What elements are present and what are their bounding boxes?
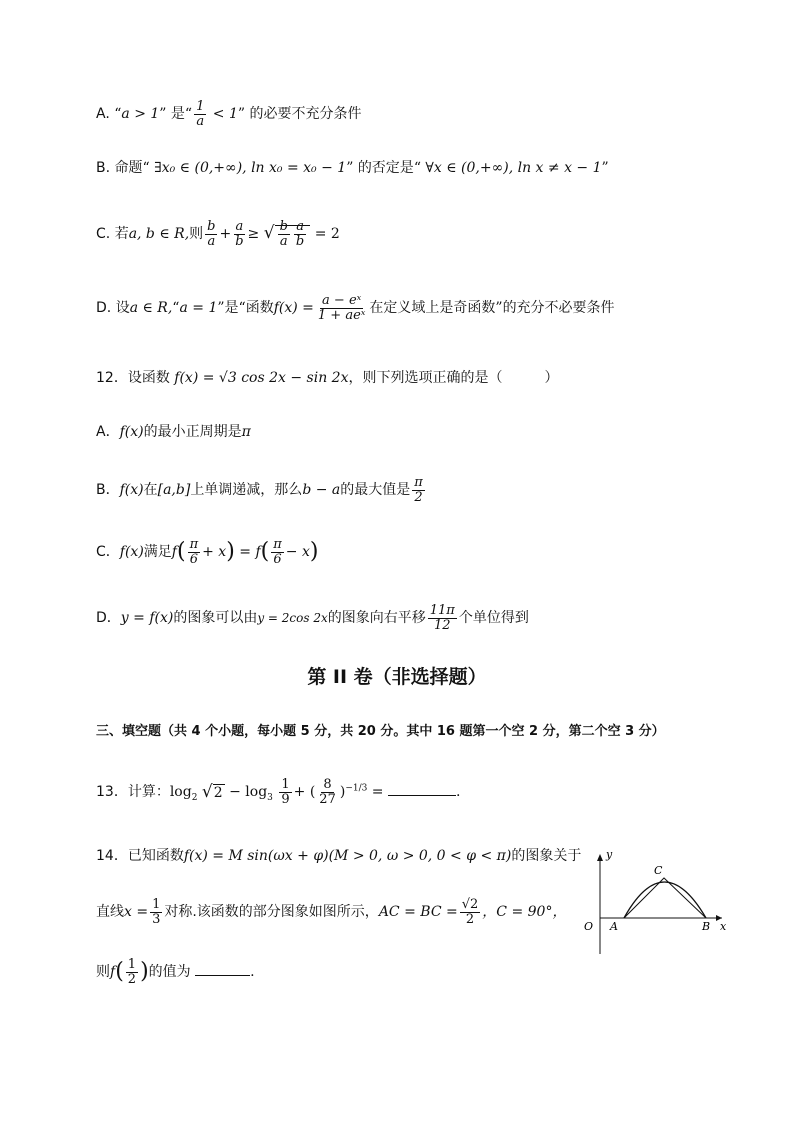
fraction: $\frac{1}{a}$ [196, 99, 205, 129]
q12-option-b: B．f(x)在[a,b]上单调递减，那么b − a的最大值是 $\frac{\pi}{2}$ [96, 475, 423, 505]
q13: 13．计算：$\log_2 √2 - \log_3$ $\frac{1}{9}$ + ( $\frac{8}{27}$ )$^{-1/3}$ = . [96, 777, 461, 807]
answer-blank[interactable] [195, 963, 250, 976]
fraction: $\frac{1}{3}$ [152, 897, 161, 927]
fraction: $\frac{√2}{2}$ [461, 897, 479, 927]
q14-line-3: 则f( $\frac{1}{2}$ )的值为 . [96, 957, 255, 987]
fraction: $\frac{1}{2}$ [127, 957, 137, 987]
q12-option-c: C．f(x)满足f( $\frac{\pi}{6}$ + x) = f( $\frac{\pi}{6}$ − x) [96, 537, 319, 567]
fraction: $\frac{\pi}{2}$ [414, 475, 423, 505]
sine-curve [624, 882, 706, 918]
square-root: √ $\frac{b}{a}$ $\frac{a}{b}$ [264, 220, 311, 248]
triangle-abc [624, 878, 706, 918]
origin-label: O [584, 920, 594, 933]
point-c-label: C [654, 864, 663, 877]
q14-line-2: 直线x = $\frac{1}{3}$ 对称.该函数的部分图象如图所示，AC = BC = $\frac{√2}{2}$ ，C = 90°， [96, 897, 567, 927]
section-heading: 三、填空题（共 4 个小题，每小题 5 分，共 20 分。其中 16 题第一个空 2 分，第二个空 3 分） [96, 724, 665, 739]
q11-option-c: C. 若a, b ∈ R,则 $\frac{b}{a}$ + $\frac{a}{b}$ ≥ √ $\frac{b}{a}$ $\frac{a}{b}$ = 2 [96, 219, 340, 249]
x-label: x [720, 920, 727, 933]
fraction: $\frac{1}{9}$ [281, 777, 290, 807]
q11-option-a: A. “a > 1” 是“ $\frac{1}{a}$ < 1” 的必要不充分条件 [96, 99, 362, 129]
q12-stem: 12．设函数 f(x) = √3 cos 2x − sin 2x，则下列选项正确的是（ ） [96, 370, 559, 386]
q14-line-1: 14．已知函数f(x) = M sin(ωx + φ)(M > 0, ω > 0, 0 < φ < π)的图象关于 [96, 848, 582, 864]
fraction: $\frac{b}{a}$ [207, 219, 216, 249]
function-graph [580, 848, 730, 960]
point-b-label: B [702, 920, 711, 933]
q11-option-b: B. 命题“ ∃x₀ ∈ (0,+∞), ln x₀ = x₀ − 1” 的否定是“ ∀x ∈ (0,+∞), ln x ≠ x − 1” [96, 160, 609, 176]
section-title: 第 II 卷（非选择题） [307, 666, 487, 688]
fraction: $\frac{\pi}{6}$ [189, 537, 199, 567]
answer-blank[interactable] [388, 783, 456, 796]
q11-option-d: D. 设a ∈ R,“a = 1”是“函数f(x) = $\frac{\text{a − eˣ}}{\text{1 + aeˣ}}$ 在定义域上是奇函数”的充分不必要条件 [96, 293, 615, 323]
fraction: $\frac{11\pi}{12}$ [429, 603, 455, 633]
y-label: y [606, 848, 613, 861]
fraction: $\frac{a}{b}$ [235, 219, 244, 249]
square-root: √2 [201, 781, 223, 802]
q12-option-d: D．y = f(x)的图象可以由y = 2cos 2x的图象向右平移 $\frac{11\pi}{12}$ 个单位得到 [96, 603, 529, 633]
fraction: $\frac{\text{a − eˣ}}{\text{1 + aeˣ}}$ [317, 293, 366, 323]
fraction: $\frac{\pi}{6}$ [273, 537, 282, 567]
q12-option-a: A．f(x)的最小正周期是π [96, 424, 251, 440]
point-a-label: A [610, 920, 618, 933]
fraction: $\frac{8}{27}$ [319, 777, 336, 807]
y-axis-arrow [597, 854, 603, 861]
